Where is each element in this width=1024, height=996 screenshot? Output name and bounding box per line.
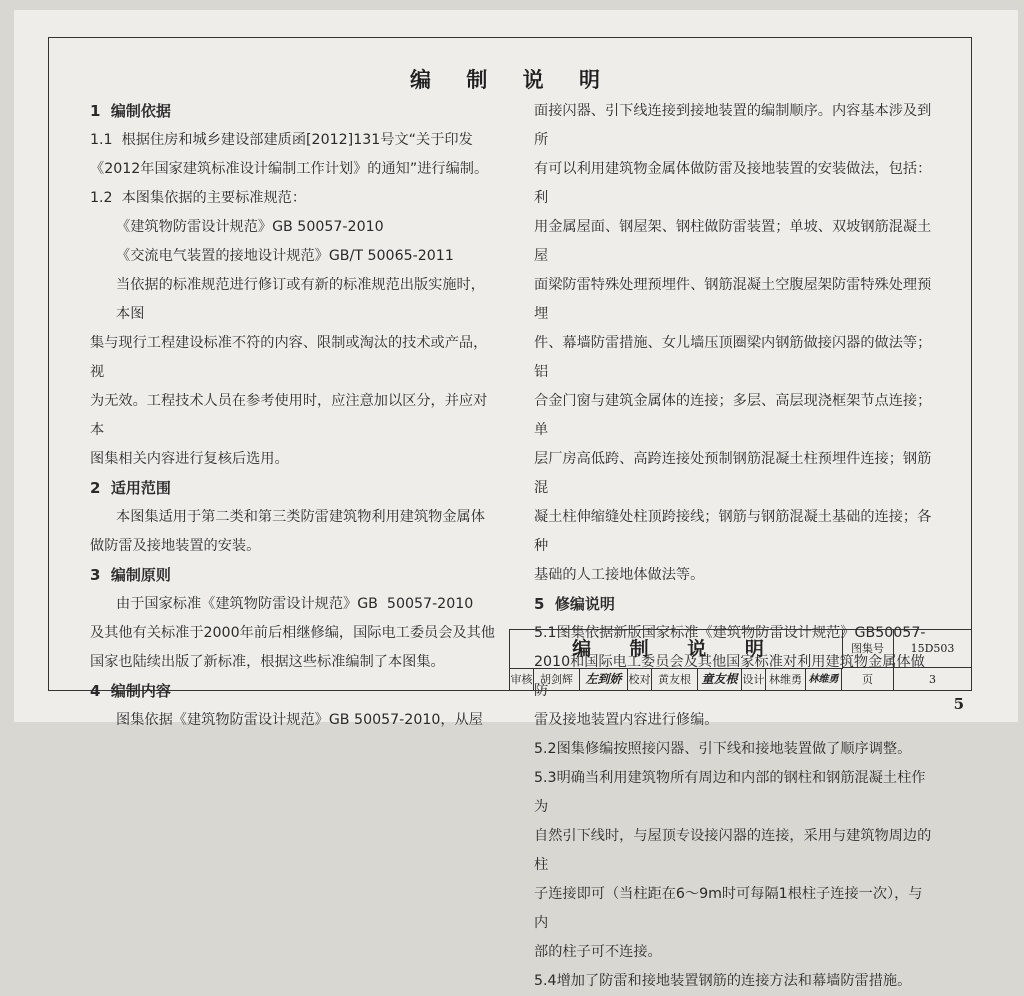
text-line: 雷及接地装置内容进行修编。 — [534, 712, 719, 728]
text-line: 件、幕墙防雷措施、女儿墙压顶圈梁内钢筋做接闪器的做法等；铝 — [534, 335, 932, 380]
text-line: 层厂房高低跨、高跨连接处预制钢筋混凝土柱预埋件连接；钢筋混 — [534, 451, 932, 496]
text-line: 1.2 本图集依据的主要标准规范： — [90, 190, 307, 206]
text-line: 5.1图集依据新版国家标准《建筑物防雷设计规范》GB50057- — [534, 625, 926, 641]
text-line: 自然引下线时，与屋顶专设接闪器的连接，采用与建筑物周边的柱 — [534, 828, 932, 873]
section-heading: 3 编制原则 — [90, 566, 171, 584]
text-line: 有可以利用建筑物金属体做防雷及接地装置的安装做法，包括：利 — [534, 161, 932, 206]
right-column — [534, 97, 934, 996]
section-heading: 2 适用范围 — [90, 479, 171, 497]
text-line: 由于国家标准《建筑物防雷设计规范》GB 50057-2010 — [116, 596, 474, 612]
section-heading: 4 编制内容 — [90, 682, 171, 700]
checker-name: 黄友根 — [652, 668, 698, 691]
text-line: 《建筑物防雷设计规范》GB 50057-2010 — [116, 219, 384, 235]
text-line: 面梁防雷特殊处理预埋件、钢筋混凝土空腹屋架防雷特殊处理预埋 — [534, 277, 932, 322]
text-line: 子连接即可（当柱距在6～9m时可每隔1根柱子连接一次），与内 — [534, 886, 923, 931]
text-line: 5.2图集修编按照接闪器、引下线和接地装置做了顺序调整。 — [534, 741, 912, 757]
page-title: 编 制 说 明 — [410, 68, 614, 92]
left-column — [90, 97, 498, 735]
page-label: 页 — [842, 668, 894, 691]
section-heading: 5 修编说明 — [534, 595, 615, 613]
text-line: 图集相关内容进行复核后选用。 — [90, 451, 289, 467]
checker-signature: 童友根 — [698, 668, 742, 691]
reviewer-signature: 左到娇 — [580, 668, 628, 691]
text-line: 当依据的标准规范进行修订或有新的标准规范出版实施时，本图 — [116, 277, 485, 322]
text-line: 5.4增加了防雷和接地装置钢筋的连接方法和幕墙防雷措施。 — [534, 973, 912, 989]
text-line: 做防雷及接地装置的安装。 — [90, 538, 261, 554]
design-label: 设计 — [742, 668, 766, 691]
text-line: 国家也陆续出版了新标准，根据这些标准编制了本图集。 — [90, 654, 445, 670]
text-line: 《交流电气装置的接地设计规范》GB/T 50065-2011 — [116, 248, 454, 264]
atlas-label: 图集号 — [842, 630, 894, 668]
text-line: 面接闪器、引下线连接到接地装置的编制顺序。内容基本涉及到所 — [534, 103, 932, 148]
text-line: 部的柱子可不连接。 — [534, 944, 662, 960]
section-heading: 1 编制依据 — [90, 102, 171, 120]
title-block — [509, 629, 972, 691]
text-line: 5.3明确当利用建筑物所有周边和内部的钢柱和钢筋混凝土柱作为 — [534, 770, 926, 815]
title-block-title: 编 制 说 明 — [510, 630, 843, 669]
page-number: 5 — [953, 695, 964, 713]
text-line: 凝土柱伸缩缝处柱顶跨接线；钢筋与钢筋混凝土基础的连接；各种 — [534, 509, 932, 554]
text-line: 图集依据《建筑物防雷设计规范》GB 50057-2010，从屋 — [116, 712, 483, 728]
review-label: 审核 — [510, 668, 534, 691]
designer-name: 林维勇 — [766, 668, 806, 691]
text-line: 为无效。工程技术人员在参考使用时，应注意加以区分，并应对本 — [90, 393, 488, 438]
title-block-page-number: 3 — [894, 668, 972, 691]
text-line: 及其他有关标准于2000年前后相继修编，国际电工委员会及其他 — [90, 625, 495, 641]
text-line: 基础的人工接地体做法等。 — [534, 567, 705, 583]
check-label: 校对 — [628, 668, 652, 691]
reviewer-name: 胡剑辉 — [534, 668, 580, 691]
text-line: 《2012年国家建筑标准设计编制工作计划》的通知”进行编制。 — [90, 161, 489, 177]
text-line: 1.1 根据住房和城乡建设部建质函[2012]131号文“关于印发 — [90, 132, 473, 148]
atlas-number: 15D503 — [894, 630, 972, 668]
text-line: 集与现行工程建设标准不符的内容、限制或淘汰的技术或产品，视 — [90, 335, 488, 380]
text-line: 合金门窗与建筑金属体的连接；多层、高层现浇框架节点连接；单 — [534, 393, 932, 438]
text-line: 2010和国际电工委员会及其他国家标准对利用建筑物金属体做防 — [534, 654, 925, 699]
designer-signature: 林维勇 — [806, 668, 842, 691]
text-line: 用金属屋面、钢屋架、钢柱做防雷装置；单坡、双坡钢筋混凝土屋 — [534, 219, 932, 264]
text-line: 本图集适用于第二类和第三类防雷建筑物利用建筑物金属体 — [116, 509, 485, 525]
